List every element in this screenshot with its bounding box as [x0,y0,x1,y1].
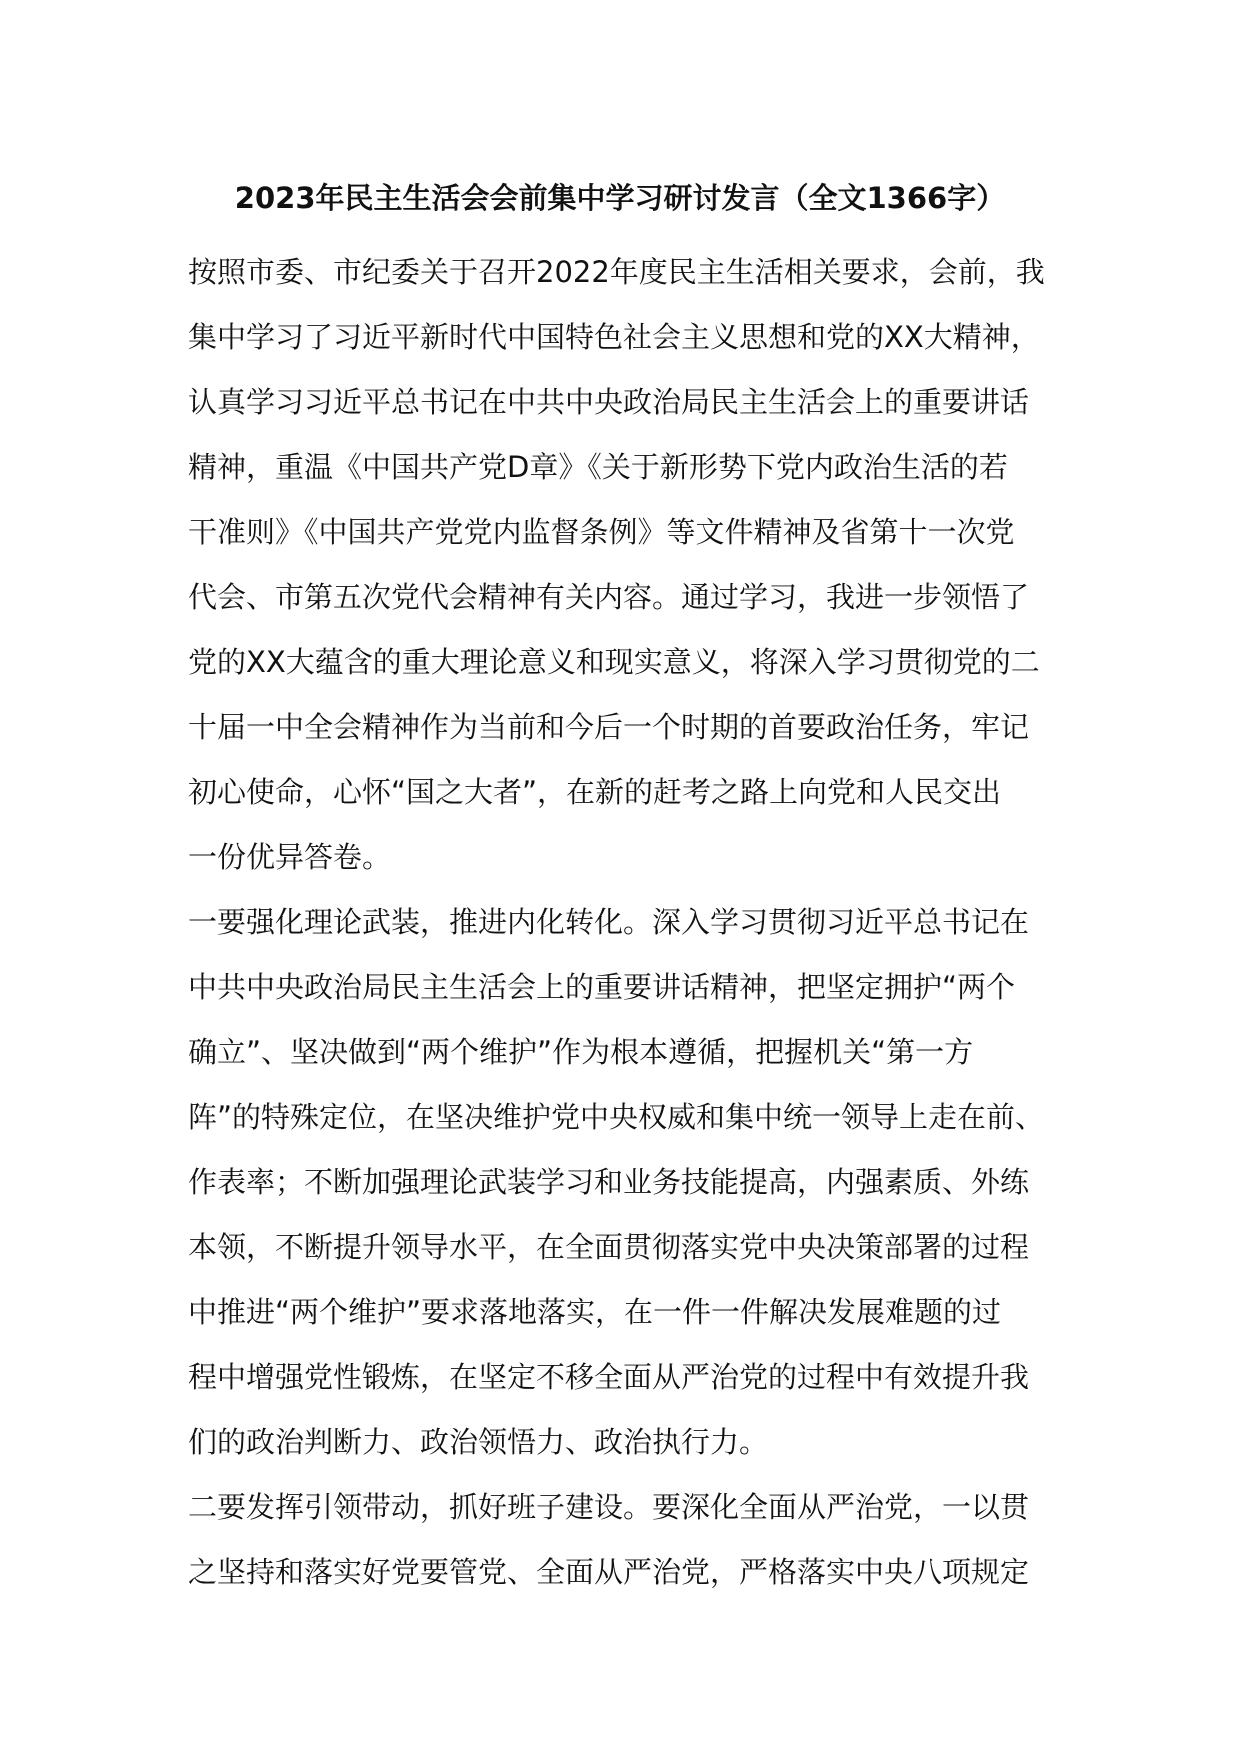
text-line: 中推进“两个维护”要求落地落实，在一件一件解决发展难题的过 [188,1295,1002,1329]
text-line: 认真学习习近平总书记在中共中央政治局民主生活会上的重要讲话 [188,385,1030,419]
text-line: 党的XX大蕴含的重大理论意义和现实意义，将深入学习贯彻党的二 [188,645,1040,679]
text-line: 初心使命，心怀“国之大者”，在新的赶考之路上向党和人民交出 [188,775,1002,809]
text-line: 干准则》《中国共产党党内监督条例》等文件精神及省第十一次党 [188,515,1015,549]
text-line: 按照市委、市纪委关于召开2022年度民主生活相关要求，会前，我 [188,255,1045,289]
text-line: 中共中央政治局民主生活会上的重要讲话精神，把坚定拥护“两个 [188,970,1016,1004]
text-line: 们的政治判断力、政治领悟力、政治执行力。 [188,1425,769,1459]
text-line: 确立”、坚决做到“两个维护”作为根本遵循，把握机关“第一方 [188,1035,974,1069]
text-line: 精神，重温《中国共产党D章》《关于新形势下党内政治生活的若 [188,450,1008,484]
text-line: 一份优异答卷。 [188,840,392,874]
text-line: 程中增强党性锻炼，在坚定不移全面从严治党的过程中有效提升我 [188,1360,1030,1394]
text-line: 二要发挥引领带动，抓好班子建设。要深化全面从严治党，一以贯 [188,1490,1030,1524]
text-line: 本领，不断提升领导水平，在全面贯彻落实党中央决策部署的过程 [188,1230,1030,1264]
text-line: 阵”的特殊定位，在坚决维护党中央权威和集中统一领导上走在前、 [188,1100,1045,1134]
text-line: 作表率；不断加强理论武装学习和业务技能提高，内强素质、外练 [188,1165,1030,1199]
text-line: 一要强化理论武装，推进内化转化。深入学习贯彻习近平总书记在 [188,905,1030,939]
document-title: 2023年民主生活会会前集中学习研讨发言（全文1366字） [234,181,1006,215]
text-line: 十届一中全会精神作为当前和今后一个时期的首要政治任务，牢记 [188,710,1030,744]
text-line: 集中学习了习近平新时代中国特色社会主义思想和党的XX大精神， [188,320,1040,354]
text-line: 代会、市第五次党代会精神有关内容。通过学习，我进一步领悟了 [188,580,1030,614]
document-body [188,240,1068,1605]
text-line: 之坚持和落实好党要管党、全面从严治党，严格落实中央八项规定 [188,1555,1030,1589]
